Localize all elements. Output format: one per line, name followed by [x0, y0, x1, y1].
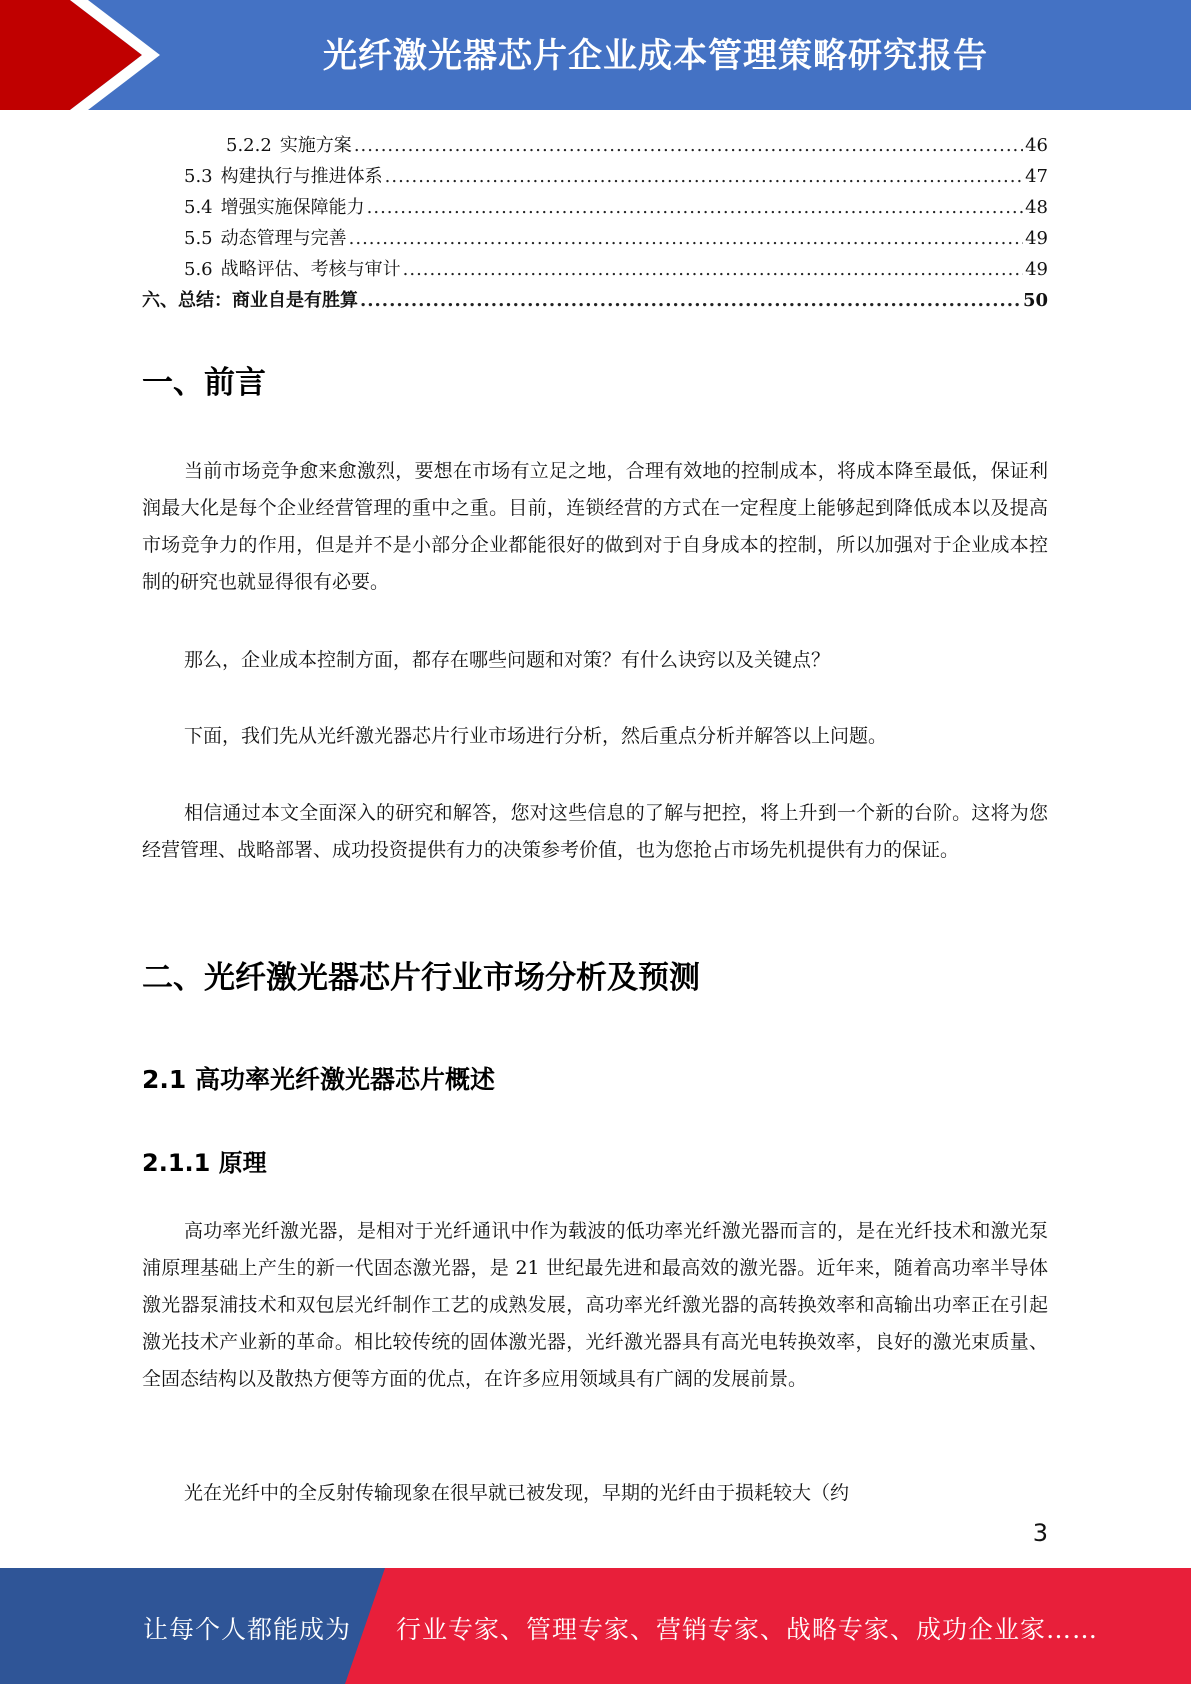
toc-leader-dots: [367, 192, 1023, 223]
body-paragraph: 高功率光纤激光器，是相对于光纤通讯中作为载波的低功率光纤激光器而言的，是在光纤技术和激光泵浦原理基础上产生的新一代固态激光器，是 21 世纪最先进和最高效的激光器。近年来，随着高功率半导体激光器泵浦技术和双包层光纤制作工艺的成熟发展，高功率光纤激光器的高转换效率和高输出功率正在引起激光技术产业新的革命。相比较传统的固体激光器，光纤激光器具有高光电转换效率，良好的激光束质量、全固态结构以及散热方便等方面的优点，在许多应用领域具有广阔的发展前景。: [142, 1220, 1048, 1390]
page-header: [0, 0, 1191, 110]
page-footer: [0, 1568, 1191, 1684]
toc-entry-label: 增强实施保障能力: [220, 197, 365, 218]
toc-entry-page: 48: [1025, 197, 1048, 218]
toc-leader-dots: [385, 161, 1023, 192]
footer-slogan-right: 行业专家、管理专家、营销专家、战略专家、成功企业家……: [396, 1615, 1099, 1644]
toc-entry[interactable]: [142, 192, 1048, 223]
toc-leader-dots: [360, 285, 1021, 316]
toc-entry[interactable]: [142, 130, 1048, 161]
toc-leader-dots: [349, 223, 1023, 254]
subsubsection-heading: 2.1.1 原理: [142, 1149, 267, 1177]
toc-entry-page: 50: [1022, 290, 1048, 311]
toc-entry-page: 49: [1025, 228, 1048, 249]
section-heading-market-analysis: 二、光纤激光器芯片行业市场分析及预测: [142, 960, 700, 996]
toc-entry[interactable]: [142, 223, 1048, 254]
toc-entry[interactable]: [142, 161, 1048, 192]
table-of-contents: [142, 130, 1048, 316]
report-title: 光纤激光器芯片企业成本管理策略研究报告: [323, 36, 988, 76]
section-heading-preface: 一、前言: [142, 365, 266, 401]
page-number: 3: [1032, 1519, 1048, 1547]
toc-leader-dots: [354, 130, 1023, 161]
subsection-heading: 2.1 高功率光纤激光器芯片概述: [142, 1065, 495, 1094]
body-paragraph: 相信通过本文全面深入的研究和解答，您对这些信息的了解与把控，将上升到一个新的台阶。这将为您经营管理、战略部署、成功投资提供有力的决策参考价值，也为您抢占市场先机提供有力的保证。: [142, 802, 1048, 861]
toc-entry-label: 动态管理与完善: [220, 228, 347, 249]
toc-entry-label: 构建执行与推进体系: [220, 166, 383, 187]
toc-entry-page: 47: [1025, 166, 1048, 187]
toc-entry-number: 5.3: [184, 166, 213, 187]
toc-entry-page: 49: [1025, 259, 1048, 280]
toc-entry-number: 六、: [142, 290, 178, 311]
footer-slogan-left: 让每个人都能成为: [143, 1615, 352, 1644]
toc-entry[interactable]: [142, 285, 1048, 316]
toc-entry-label: 实施方案: [279, 135, 352, 156]
toc-entry[interactable]: [142, 254, 1048, 285]
toc-entry-number: 5.5: [184, 228, 213, 249]
header-chevron-icon: [0, 0, 160, 110]
body-paragraph: 那么，企业成本控制方面，都存在哪些问题和对策？有什么诀窍以及关键点？: [184, 649, 831, 671]
body-paragraph: 当前市场竞争愈来愈激烈，要想在市场有立足之地，合理有效地的控制成本，将成本降至最低，保证利润最大化是每个企业经营管理的重中之重。目前，连锁经营的方式在一定程度上能够起到降低成本以及提高市场竞争力的作用，但是并不是小部分企业都能很好的做到对于自身成本的控制，所以加强对于企业成本控制的研究也就显得很有必要。: [142, 460, 1048, 593]
body-paragraph: 下面，我们先从光纤激光器芯片行业市场进行分析，然后重点分析并解答以上问题。: [184, 725, 888, 747]
toc-entry-page: 46: [1025, 135, 1048, 156]
toc-entry-number: 5.4: [184, 197, 213, 218]
toc-entry-label: 战略评估、考核与审计: [220, 259, 401, 280]
toc-leader-dots: [403, 254, 1023, 285]
toc-entry-number: 5.6: [184, 259, 213, 280]
toc-entry-label: 总结：商业自是有胜算: [178, 290, 358, 311]
body-paragraph: 光在光纤中的全反射传输现象在很早就已被发现，早期的光纤由于损耗较大（约: [184, 1482, 850, 1504]
toc-entry-number: 5.2.2: [226, 135, 272, 156]
